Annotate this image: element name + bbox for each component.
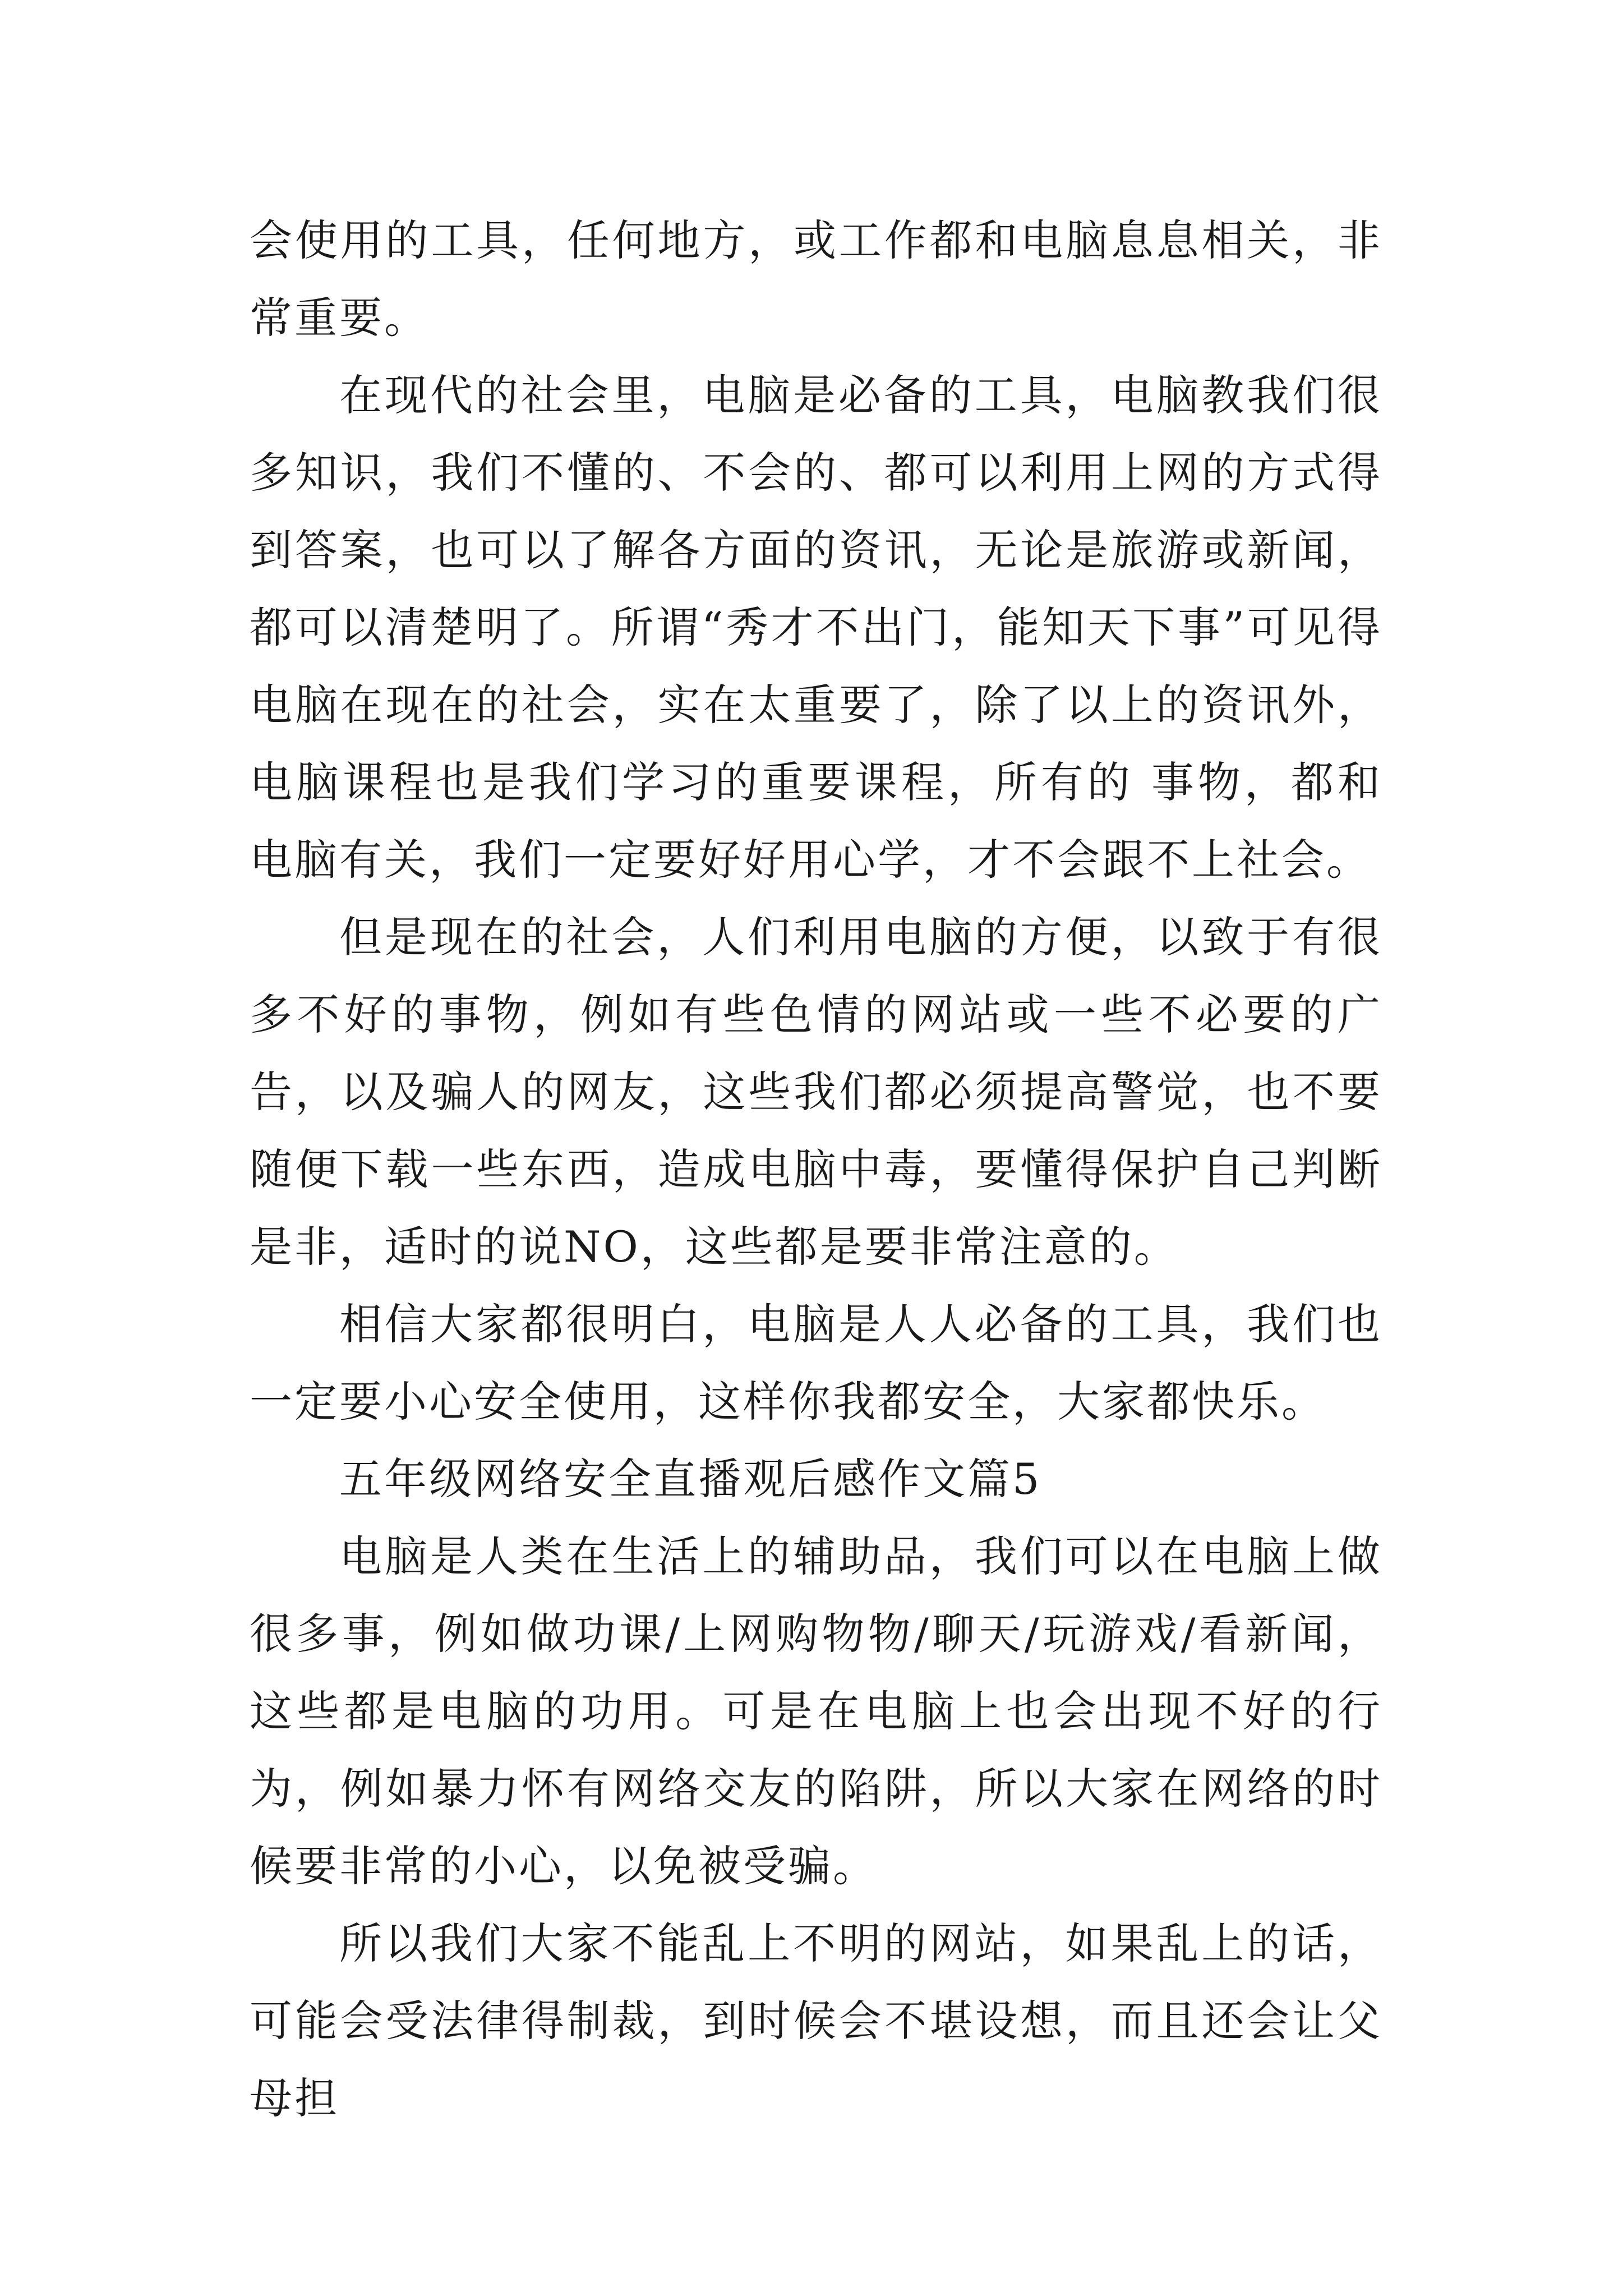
paragraph-dangers: 但是现在的社会，人们利用电脑的方便，以致于有很多不好的事物，例如有些色情的网站或一些不必要的广告，以及骗人的网友，这些我们都必须提高警觉，也不要随便下载一些东西，造成电脑中毒，要懂得保护自己判断是非，适时的说NO，这些都是要非常注意的。	[250, 912, 1382, 1272]
paragraph-unknown-websites: 所以我们大家不能乱上不明的网站，如果乱上的话，可能会受法律得制裁，到时候会不堪设想，而且还会让父母担	[250, 1918, 1382, 2123]
section-title: 五年级网络安全直播观后感作文篇5	[339, 1454, 1042, 1504]
paragraph-conclusion: 相信大家都很明白，电脑是人人必备的工具，我们也一定要小心安全使用，这样你我都安全，大家都快乐。	[250, 1299, 1382, 1427]
paragraph-continuation: 会使用的工具，任何地方，或工作都和电脑息息相关，非常重要。	[250, 215, 1382, 343]
paragraph-computer-tool: 在现代的社会里，电脑是必备的工具，电脑教我们很多知识，我们不懂的、不会的、都可以利用上网的方式得到答案，也可以了解各方面的资讯，无论是旅游或新闻，都可以清楚明了。所谓“秀才不出门，能知天下事”可见得电脑在现在的社会，实在太重要了，除了以上的资讯外，电脑课程也是我们学习的重要课程，所有的 事物，都和电脑有关，我们一定要好好用心学，才不会跟不上社会。	[250, 370, 1382, 885]
paragraph-computer-helper: 电脑是人类在生活上的辅助品，我们可以在电脑上做很多事，例如做功课/上网购物物/聊天/玩游戏/看新闻，这些都是电脑的功用。可是在电脑上也会出现不好的行为，例如暴力怀有网络交友的陷阱，所以大家在网络的时候要非常的小心，以免被受骗。	[250, 1531, 1382, 1891]
document-body	[250, 202, 1382, 2137]
